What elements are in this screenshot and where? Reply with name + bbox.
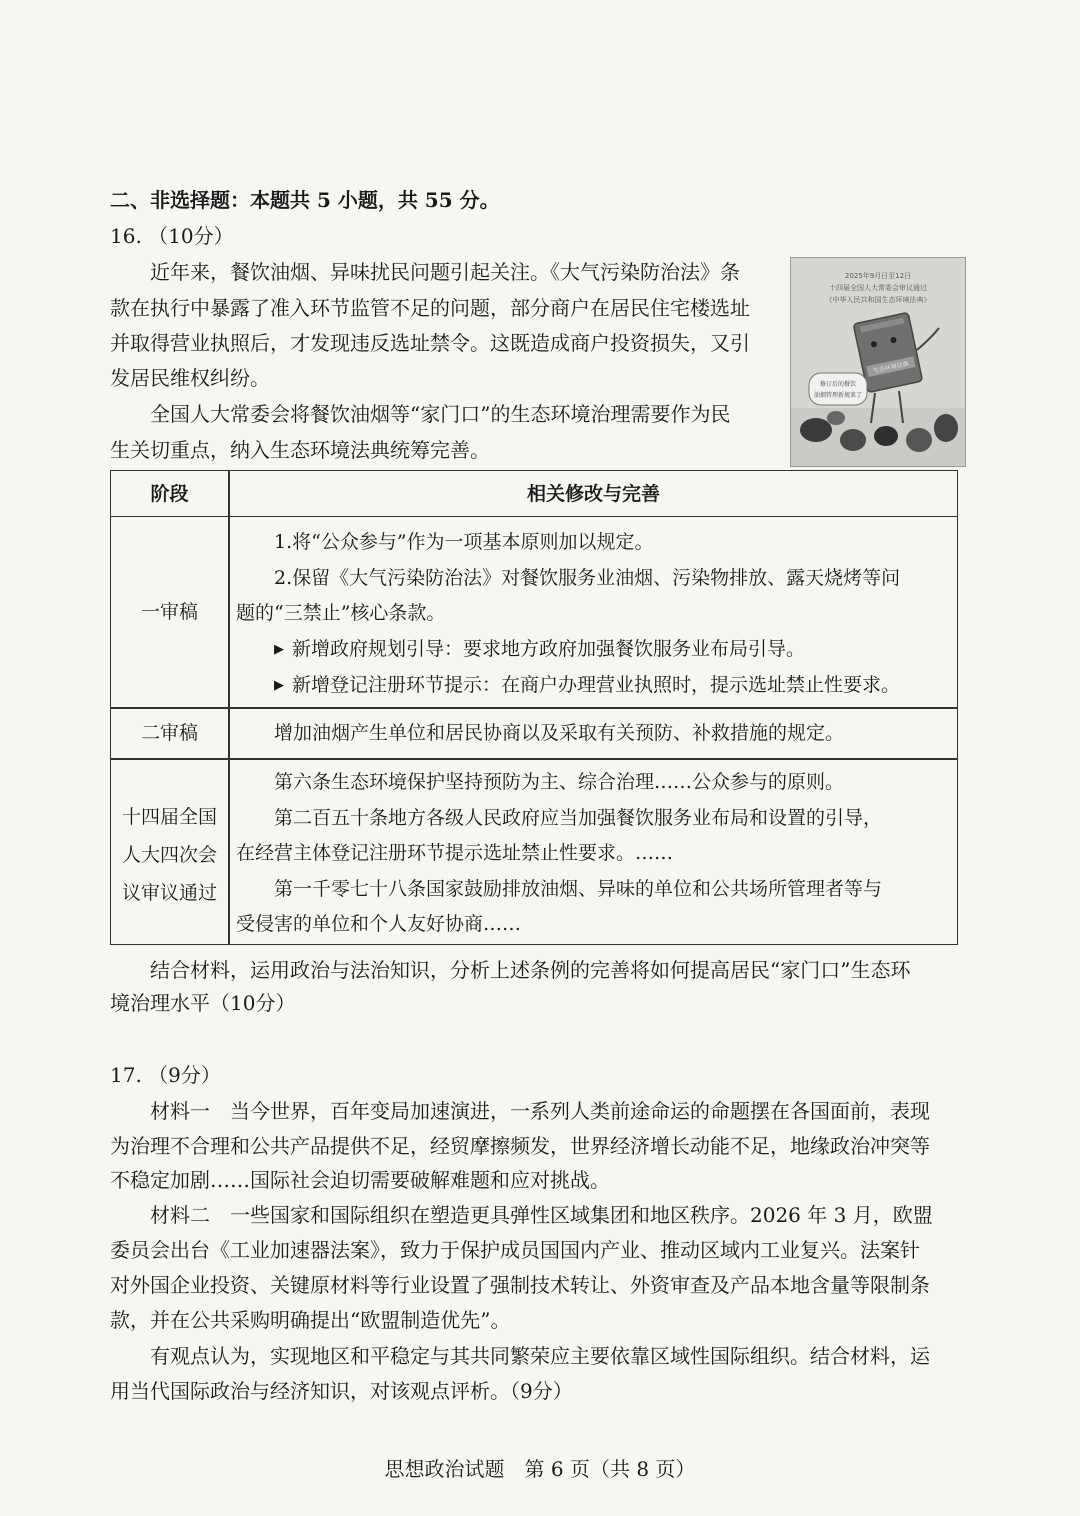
table-row-stage: 二审稿 (140, 722, 198, 744)
bullet-text: 新增登记注册环节提示：在商户办理营业执照时，提示选址禁止性要求。 (292, 674, 901, 696)
illustration-graphic (791, 258, 965, 466)
question-17-number: 17. （9分） (110, 1063, 221, 1087)
q16-question-line: 境治理水平（10分） (110, 991, 296, 1015)
table-cell-line: 增加油烟产生单位和居民协商以及采取有关预防、补救措施的规定。 (274, 722, 845, 744)
page-footer: 思想政治试题 第 6 页（共 8 页） (384, 1457, 696, 1481)
table-cell-line: 第一千零七十八条国家鼓励排放油烟、异味的单位和公共场所管理者等与 (274, 878, 883, 900)
q17-question-line: 用当代国际政治与经济知识，对该观点评析。（9分） (110, 1379, 573, 1403)
q16-text-line: 款在执行中暴露了准入环节监管不足的问题，部分商户在居民住宅楼选址 (110, 296, 750, 320)
question-16-number: 16. （10分） (110, 224, 234, 248)
section-title: 二、非选择题：本题共 5 小题，共 55 分。 (110, 188, 500, 212)
table-cell-line: 2.保留《大气污染防治法》对餐饮服务业油烟、污染物排放、露天烧烤等问 (274, 567, 901, 589)
table-cell-line: 题的“三禁止”核心条款。 (236, 602, 446, 624)
table-cell-bullet (274, 670, 900, 701)
table-cell-line: 第六条生态环境保护坚持预防为主、综合治理……公众参与的原则。 (274, 771, 845, 793)
q16-text-line: 并取得营业执照后，才发现违反选址禁令。这既造成商户投资损失，又引 (110, 331, 750, 355)
q16-text-line: 生关切重点，纳入生态环境法典统筹完善。 (110, 438, 490, 462)
table-row-stage: 人大四次会 (121, 844, 217, 866)
table-row-stage: 十四届全国 (121, 806, 217, 828)
bullet-text: 新增政府规划引导：要求地方政府加强餐饮服务业布局引导。 (292, 638, 806, 660)
q16-text-line: 发居民维权纠纷。 (110, 366, 270, 390)
q17-material-line: 为治理不合理和公共产品提供不足，经贸摩擦频发，世界经济增长动能不足，地缘政治冲突等 (110, 1134, 930, 1158)
table-row-stage: 议审议通过 (121, 882, 217, 904)
bubble-line: 修订后的餐饮 (819, 381, 857, 388)
q16-question-line: 结合材料，运用政治与法治知识，分析上述条例的完善将如何提高居民“家门口”生态环 (150, 958, 911, 982)
bubble-line: 油烟管理新规来了 (813, 392, 863, 399)
photo-banner-line: 2025年9月日至12日 (844, 272, 912, 280)
table-cell-line: 第二百五十条地方各级人民政府应当加强餐饮服务业布局和设置的引导， (274, 807, 883, 829)
q17-material-line: 材料一 当今世界，百年变局加速演进，一系列人类前途命运的命题摆在各国面前，表现 (150, 1099, 930, 1123)
q17-material-line: 对外国企业投资、关键原材料等行业设置了强制技术转让、外资审查及产品本地含量等限制条 (110, 1273, 930, 1297)
revision-table (110, 470, 958, 945)
illustration-photo (790, 257, 966, 467)
triangle-bullet-icon: ▶ (274, 678, 284, 693)
photo-banner-line: 《中华人民共和国生态环境法典》 (825, 296, 931, 304)
q17-material-line: 材料二 一些国家和国际组织在塑造更具弹性区域集团和地区秩序。2026 年 3 月，欧盟 (150, 1203, 933, 1227)
table-header-changes: 相关修改与完善 (526, 483, 660, 505)
table-cell-line: 在经营主体登记注册环节提示选址禁止性要求。…… (236, 842, 674, 864)
speech-bubble (809, 373, 867, 405)
q16-text-line: 全国人大常委会将餐饮油烟等“家门口”的生态环境治理需要作为民 (150, 402, 731, 426)
table-cell-bullet (274, 634, 805, 665)
triangle-bullet-icon: ▶ (274, 642, 284, 657)
q17-material-line: 款，并在公共采购明确提出“欧盟制造优先”。 (110, 1308, 511, 1332)
table-header-stage: 阶段 (150, 483, 189, 505)
q16-text-line: 近年来，餐饮油烟、异味扰民问题引起关注。《大气污染防治法》条 (150, 260, 740, 284)
photo-banner-line: 十四届全国人大常委会审议通过 (829, 284, 927, 292)
q17-question-line: 有观点认为，实现地区和平稳定与其共同繁荣应主要依靠区域性国际组织。结合材料，运 (150, 1344, 930, 1368)
book-label: 生态环境法典 (872, 360, 910, 375)
table-row-stage: 一审稿 (140, 601, 198, 623)
q17-material-line: 不稳定加剧……国际社会迫切需要破解难题和应对挑战。 (110, 1168, 610, 1192)
table-cell-line: 1.将“公众参与”作为一项基本原则加以规定。 (274, 531, 654, 553)
q17-material-line: 委员会出台《工业加速器法案》，致力于保护成员国国内产业、推动区域内工业复兴。法案针 (110, 1238, 920, 1262)
table-cell-line: 受侵害的单位和个人友好协商…… (236, 913, 522, 935)
